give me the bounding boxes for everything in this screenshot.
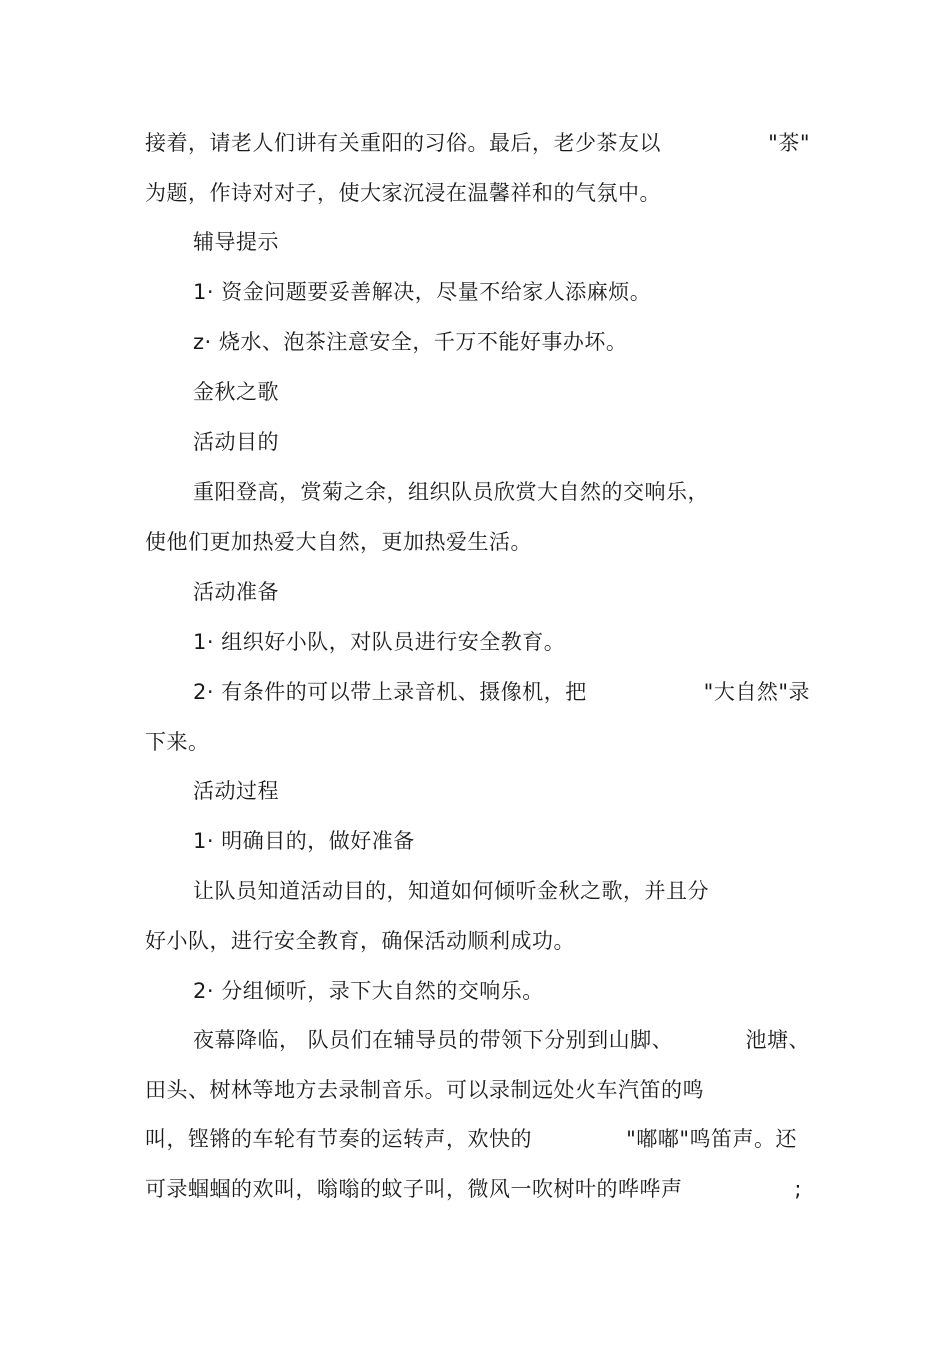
paragraph-line: 下来。	[145, 730, 210, 754]
list-item-1: 1· 明确目的，做好准备	[193, 829, 415, 853]
line-text: 2· 有条件的可以带上录音机、摄像机，把	[193, 680, 587, 704]
line-text: 接着，请老人们讲有关重阳的习俗。最后，老少茶友以	[145, 131, 661, 155]
paragraph-line: 使他们更加热爱大自然，更加热爱生活。	[145, 530, 532, 554]
section-heading-preparation: 活动准备	[193, 580, 279, 604]
list-item-2: z· 烧水、泡茶注意安全，千万不能好事办坏。	[193, 330, 628, 354]
paragraph-line-2: 为题，作诗对对子，使大家沉浸在温馨祥和的气氛中。	[145, 181, 661, 205]
list-item-2	[193, 677, 810, 707]
line-text-tail: "大自然"录	[703, 680, 810, 704]
list-item-1: 1· 资金问题要妥善解决，尽量不给家人添麻烦。	[193, 280, 652, 304]
paragraph-line	[145, 1174, 802, 1204]
line-text-tail: 池塘、	[745, 1028, 810, 1052]
section-heading-guidance-tips: 辅导提示	[193, 230, 279, 254]
list-item-2: 2· 分组倾听，录下大自然的交响乐。	[193, 979, 544, 1003]
section-title-autumn-song: 金秋之歌	[193, 380, 279, 404]
paragraph-line: 让队员知道活动目的，知道如何倾听金秋之歌，并且分	[193, 879, 709, 903]
list-item-1: 1· 组织好小队，对队员进行安全教育。	[193, 630, 566, 654]
line-text-tail: "茶"	[768, 131, 810, 155]
line-text: 叫，铿锵的车轮有节奏的运转声，欢快的	[145, 1127, 532, 1151]
paragraph-line: 田头、树林等地方去录制音乐。可以录制远处火车汽笛的鸣	[145, 1078, 704, 1102]
line-text: 夜幕降临， 队员们在辅导员的带领下分别到山脚、	[193, 1028, 674, 1052]
section-heading-process: 活动过程	[193, 779, 279, 803]
paragraph-line-1	[145, 128, 810, 158]
paragraph-line: 重阳登高，赏菊之余，组织队员欣赏大自然的交响乐，	[193, 480, 709, 504]
paragraph-line: 好小队，进行安全教育，确保活动顺利成功。	[145, 929, 575, 953]
paragraph-line	[193, 1025, 810, 1055]
section-heading-purpose: 活动目的	[193, 430, 279, 454]
line-text: 可录蝈蝈的欢叫，嗡嗡的蚊子叫，微风一吹树叶的哗哗声	[145, 1177, 683, 1201]
paragraph-line	[145, 1124, 797, 1154]
line-text-tail: "嘟嘟"鸣笛声。还	[626, 1127, 797, 1151]
line-text-tail: ;	[794, 1177, 802, 1201]
